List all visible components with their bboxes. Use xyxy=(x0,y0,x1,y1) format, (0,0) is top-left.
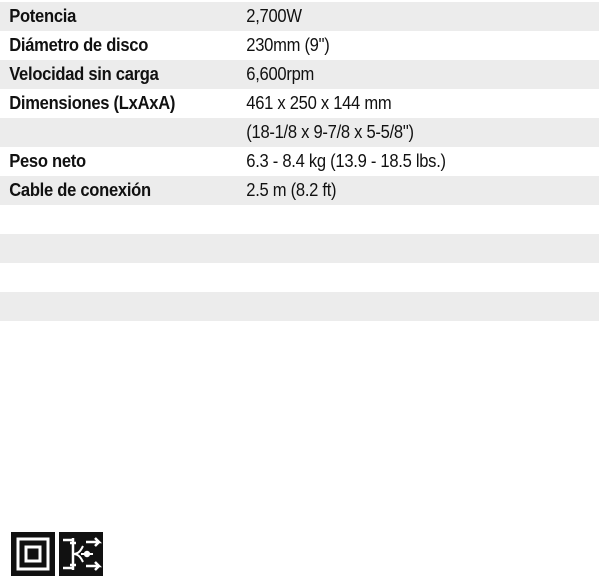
spec-value: 6,600rpm xyxy=(246,64,315,84)
spec-row-dimensions-imperial xyxy=(0,118,599,147)
spec-row-no-load-speed xyxy=(0,60,599,89)
spec-row-disc-diameter xyxy=(0,31,599,60)
quick-disconnect-cord-icon xyxy=(59,532,103,576)
spec-row-net-weight xyxy=(0,147,599,176)
spec-row-power xyxy=(0,2,599,31)
spec-value: 6.3 - 8.4 kg (13.9 - 18.5 lbs.) xyxy=(246,151,446,171)
spec-label: Dimensiones (LxAxA) xyxy=(9,93,176,113)
spec-row-empty xyxy=(0,234,599,263)
spec-value: 2,700W xyxy=(246,6,302,26)
spec-value: (18-1/8 x 9-7/8 x 5-5/8") xyxy=(246,122,414,142)
spec-row-cord xyxy=(0,176,599,205)
spec-label: Diámetro de disco xyxy=(9,35,149,55)
spec-label: Cable de conexión xyxy=(9,180,151,200)
spec-label: Velocidad sin carga xyxy=(9,64,159,84)
spec-row-empty xyxy=(0,205,599,234)
spec-row-dimensions xyxy=(0,89,599,118)
spec-row-empty xyxy=(0,263,599,292)
spec-value: 461 x 250 x 144 mm xyxy=(246,93,392,113)
specifications-table xyxy=(0,2,599,321)
certification-icons xyxy=(11,532,103,576)
double-insulation-icon xyxy=(11,532,55,576)
spec-value: 2.5 m (8.2 ft) xyxy=(246,180,337,200)
spec-value: 230mm (9") xyxy=(246,35,330,55)
spec-label: Peso neto xyxy=(9,151,86,171)
spec-label: Potencia xyxy=(9,6,77,26)
spec-row-empty xyxy=(0,292,599,321)
